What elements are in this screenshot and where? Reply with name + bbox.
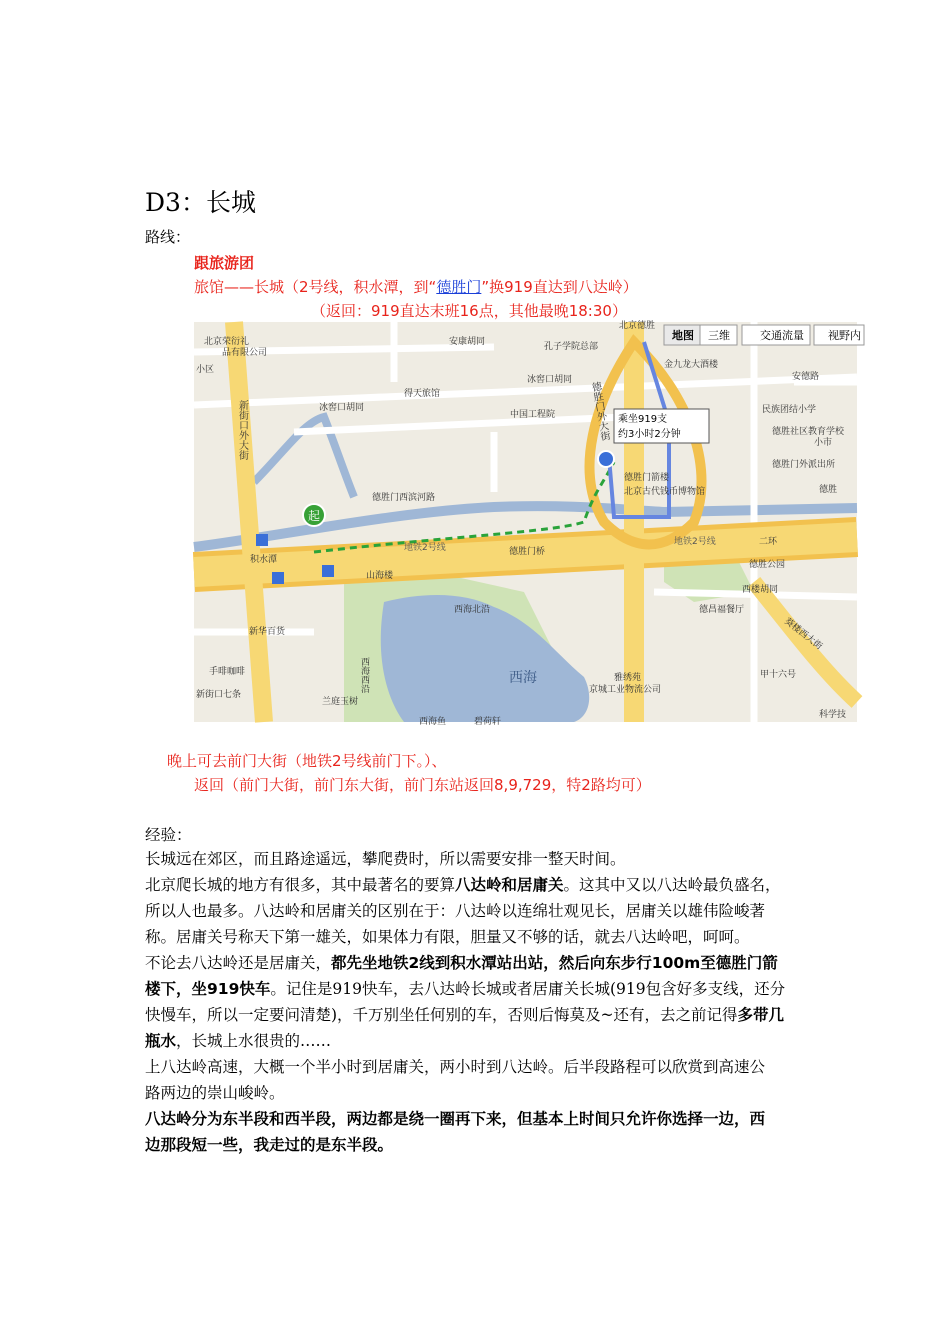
map-label-desheng-police: 德胜门外派出所 <box>772 460 836 470</box>
map-label-lantian: 兰庭玉树 <box>322 697 359 707</box>
map-label-binjiao2: 冰窖口胡同 <box>319 403 365 413</box>
experience-para3-line2 <box>145 976 785 1002</box>
map-label-jia16: 甲十六号 <box>760 670 797 680</box>
traffic-label: 交通流量 <box>760 329 804 342</box>
map-label-yaxiu: 雅绣苑 <box>614 673 642 683</box>
map-label-deshengmenqiao: 德胜门桥 <box>509 547 546 557</box>
map-label-jishuitan: 积水潭 <box>250 555 278 565</box>
map-label-deshengmen-top: 北京德胜 <box>619 321 656 331</box>
experience-para4-line1: 上八达岭高速，大概一个半小时到居庸关，两小时到八达岭。后半段路程可以欣赏到高速公 <box>145 1058 766 1076</box>
map-label-sci: 科学技 <box>819 710 847 720</box>
para2-c: 。这其中又以八达岭最负盛名， <box>563 876 781 894</box>
satellite-view-label[interactable]: 三维 <box>708 329 730 342</box>
map-label-xinhua: 新华百货 <box>249 627 286 637</box>
route-map[interactable] <box>194 321 861 727</box>
exit-c-icon <box>272 572 284 584</box>
para3-line3-bold: 多带几 <box>737 1006 785 1024</box>
route-line-suffix: ”换919直达到八达岭） <box>481 278 638 296</box>
experience-para3-line3 <box>145 1002 784 1028</box>
exit-b-icon <box>322 565 334 577</box>
para3-line2-bold: 楼下，坐919快车 <box>145 980 271 998</box>
map-label-xinjiekou: 新街口外大街 <box>236 400 248 460</box>
map-label-desheng-school: 德胜社区教育学校 <box>772 427 845 437</box>
route-bubble-line1: 乘坐919支 <box>618 414 668 425</box>
experience-para2-line2: 所以人也最多。八达岭和居庸关的区别在于：八达岭以连绵壮观见长，居庸关以雄伟险峻著 <box>145 902 766 920</box>
map-label-beijing-gu: 北京古代钱币博物馆 <box>624 487 706 497</box>
evening-return-line: 返回（前门大街，前门东大街，前门东站返回8,9,729，特2路均可） <box>194 776 651 794</box>
map-label-rongyi: 北京荣衍礼 <box>204 337 250 347</box>
map-label-subway2b: 地铁2号线 <box>674 537 716 547</box>
map-controls <box>664 325 864 345</box>
map-label-detian: 得天旅馆 <box>404 389 441 399</box>
route-line <box>194 274 638 300</box>
route-line-prefix: 旅馆——长城（2号线，积水潭，到“ <box>194 278 437 296</box>
map-label-zhahu: 手啡咖啡 <box>209 667 246 677</box>
para2-bold: 八达岭和居庸关 <box>455 876 564 894</box>
map-label-anle: 安康胡同 <box>449 337 486 347</box>
map-label-desheng: 德胜 <box>819 485 838 495</box>
experience-label: 经验： <box>145 826 192 844</box>
para3-line4-bold: 瓶水 <box>145 1032 177 1050</box>
map-label-shanhai: 山海楼 <box>366 571 394 581</box>
map-label-desheng-jian: 德胜门箭楼 <box>624 473 670 483</box>
map-label-xihaiyu: 西海鱼 <box>419 717 447 727</box>
map-label-anzhai: 安德路 <box>792 372 820 382</box>
route-label: 路线： <box>145 228 191 246</box>
map-label-jinjiulong: 金九龙大酒楼 <box>664 360 719 370</box>
experience-para3-line1 <box>145 950 778 976</box>
map-label-xihai: 西海 <box>509 670 537 686</box>
experience-para4-line2: 路两边的崇山峻岭。 <box>145 1084 285 1102</box>
map-label-deshengmen-road: 德胜门西滨河路 <box>372 493 436 503</box>
experience-para5-line1: 八达岭分为东半段和西半段，两边都是绕一圈再下来，但基本上时间只允许你选择一边，西 <box>145 1110 766 1128</box>
experience-para5-line2: 边那段短一些，我走过的是东半段。 <box>145 1136 394 1154</box>
evening-line: 晚上可去前门大街（地铁2号线前门下。）、 <box>167 752 447 770</box>
experience-para2-line1 <box>145 872 781 898</box>
map-label-xihai-north: 西海北沿 <box>454 605 491 615</box>
map-label-bihai: 碧荷轩 <box>474 717 502 727</box>
view-label: 视野内 <box>828 329 861 342</box>
map-label-zhongguo: 中国工程院 <box>510 410 556 420</box>
bus-stop-icon[interactable] <box>598 451 614 467</box>
para3-line2-c: 。记住是919快车，去八达岭长城或者居庸关长城(919包含好多支线，还分 <box>270 980 786 998</box>
para3-line4-c: ，长城上水很贵的…… <box>176 1032 332 1050</box>
map-view-label: 地图 <box>672 329 694 342</box>
map-label-chi: 小市 <box>814 438 833 448</box>
start-marker-label: 起 <box>307 509 321 523</box>
map-label-rongyi2: 品有限公司 <box>222 348 268 358</box>
experience-para2-line3: 称。居庸关号称天下第一雄关，如果体力有限，胆量又不够的话，就去八达岭吧，呵呵。 <box>145 928 750 946</box>
map-label-erhuan: 二环 <box>759 537 778 547</box>
map-label-binjiao1: 冰窖口胡同 <box>527 375 573 385</box>
map-label-xiaoqu: 小区 <box>196 365 215 375</box>
para3-line3: 快慢车，所以一定要问清楚)，千万别坐任何别的车，否则后悔莫及~还有，去之前记得 <box>145 1006 738 1024</box>
route-bubble-line2: 约3小时2分钟 <box>618 429 681 440</box>
map-label-kongzi: 孔子学院总部 <box>544 342 599 352</box>
map-label-kuihai: 葵楼西大街 <box>782 616 824 653</box>
map-label-dechang: 德昌福餐厅 <box>699 605 745 615</box>
map-label-xilou: 西楼胡同 <box>742 585 779 595</box>
map-label-xinjiekou7: 新街口七条 <box>196 690 242 700</box>
para3-a: 不论去八达岭还是居庸关， <box>145 954 332 972</box>
exit-a-icon <box>256 534 268 546</box>
map-label-subway2a: 地铁2号线 <box>404 543 446 553</box>
page-title: D3：长城 <box>145 188 256 217</box>
group-tour-heading: 跟旅游团 <box>194 254 255 272</box>
experience-para3-line4 <box>145 1028 331 1054</box>
map-label-jingcheng: 京城工业物流公司 <box>589 685 662 695</box>
map-label-desheng-park: 德胜公园 <box>749 560 786 570</box>
para3-bold: 都先坐地铁2线到积水潭站出站，然后向东步行100m至德胜门箭 <box>331 954 778 972</box>
map-label-xihaixiyan: 西海西沿 <box>359 657 369 693</box>
map-label-minmeng: 民族团结小学 <box>762 405 817 415</box>
para2-a: 北京爬长城的地方有很多，其中最著名的要算 <box>145 876 456 894</box>
map-label-deshengmenwai: 德胜门外大街 <box>588 381 610 443</box>
return-line: （返回：919直达末班16点，其他最晚18:30） <box>311 302 627 320</box>
experience-para1: 长城远在郊区，而且路途遥远，攀爬费时，所以需要安排一整天时间。 <box>145 850 626 868</box>
deshengmen-link[interactable]: 德胜门 <box>436 278 482 296</box>
